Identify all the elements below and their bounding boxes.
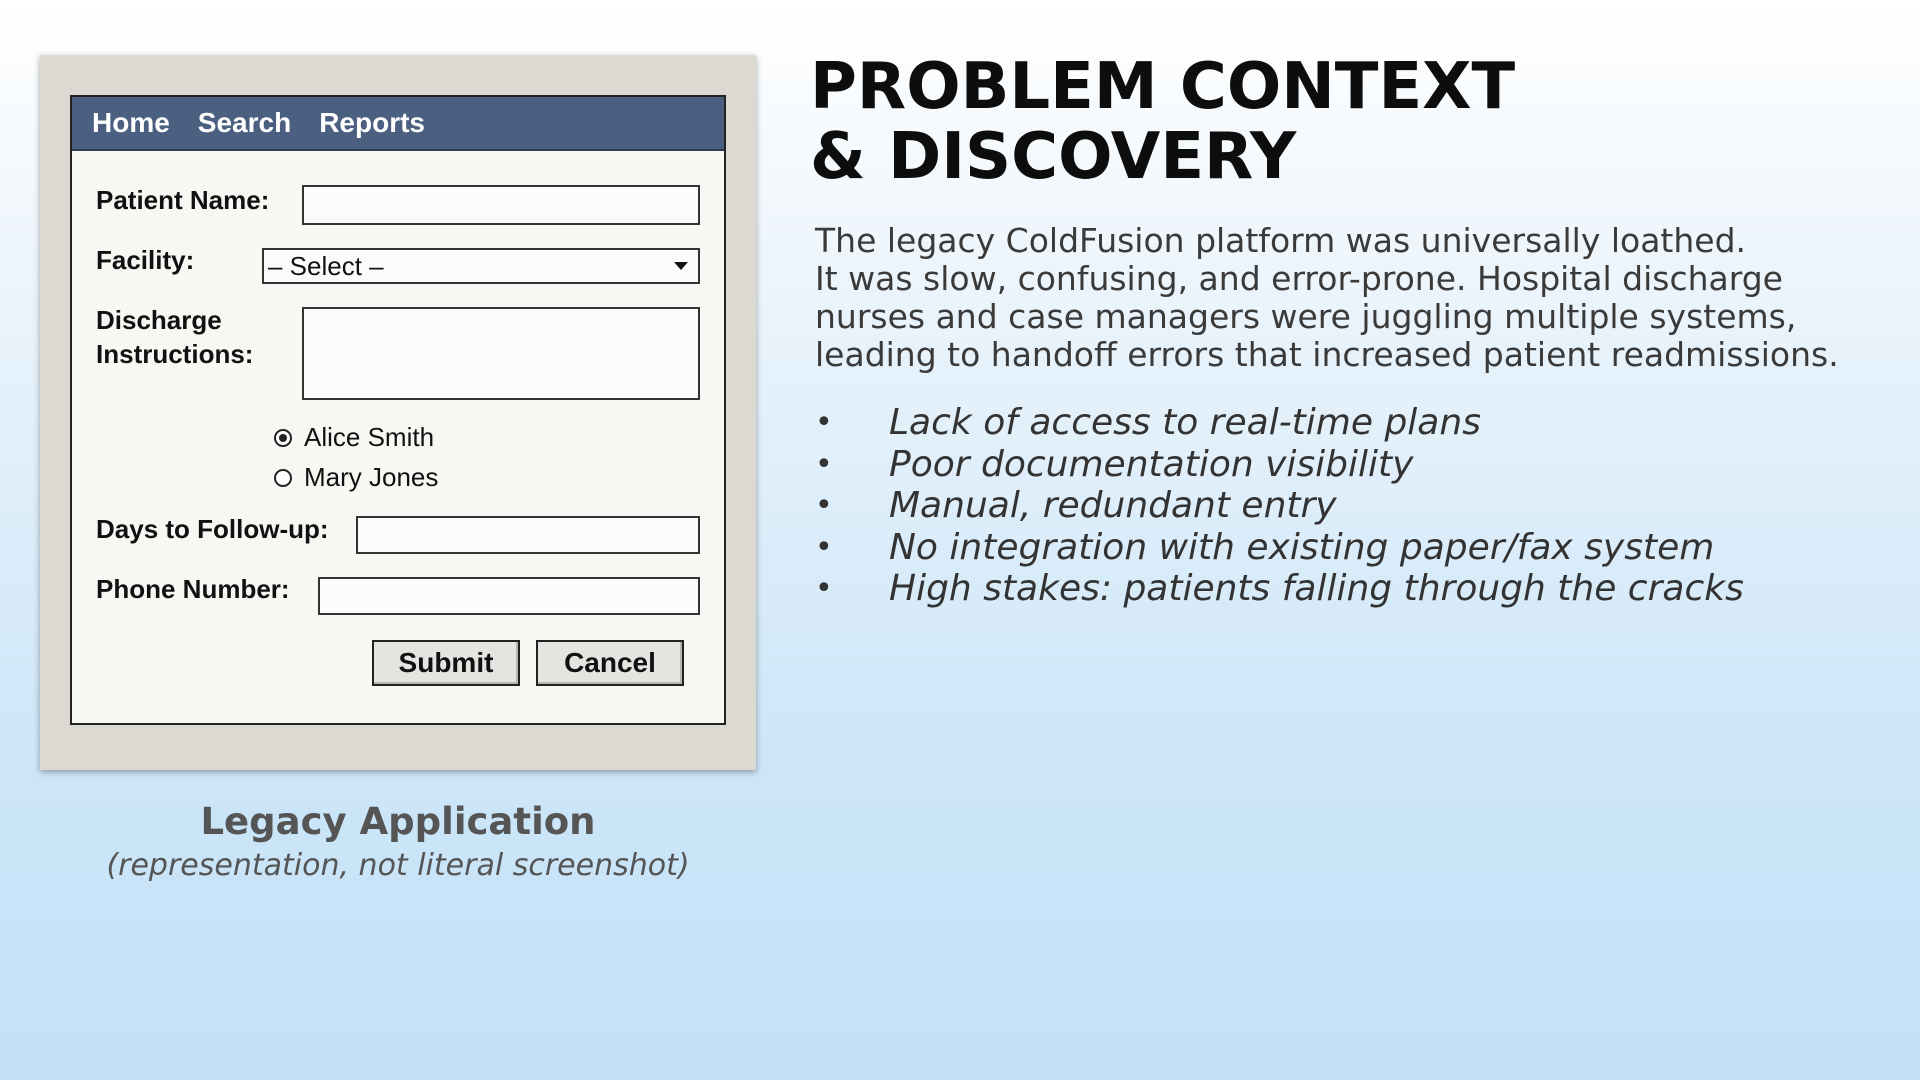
bullet-item	[815, 444, 1905, 486]
discharge-label-line2: Instructions:	[96, 339, 254, 369]
bullet-text: High stakes: patients falling through the cracks	[889, 568, 1744, 609]
intro-line: leading to handoff errors that increased patient readmissions.	[815, 335, 1839, 374]
radio-selected-icon	[274, 429, 292, 447]
mock-caption-subtitle: (representation, not literal screenshot)	[106, 848, 690, 883]
legacy-app-mock	[40, 55, 756, 770]
slide-title-line2: & DISCOVERY	[810, 120, 1297, 194]
facility-selected-value: – Select –	[268, 251, 384, 281]
phone-number-input[interactable]	[318, 577, 700, 615]
bullet-dot-icon: •	[815, 405, 833, 440]
legacy-app-window	[70, 95, 726, 725]
bullet-item	[815, 527, 1905, 569]
bullet-text: Lack of access to real-time plans	[889, 402, 1481, 443]
nav-reports[interactable]: Reports	[319, 107, 425, 138]
bullet-item	[815, 485, 1905, 527]
cancel-button[interactable]: Cancel	[536, 640, 684, 686]
bullet-dot-icon: •	[815, 488, 833, 523]
mock-caption-title: Legacy Application	[200, 800, 596, 843]
radio-option-mary[interactable]	[274, 462, 438, 493]
radio-label-alice: Alice Smith	[304, 422, 435, 452]
days-follow-up-input[interactable]	[356, 516, 700, 554]
bullet-item	[815, 402, 1905, 444]
bullet-text: Poor documentation visibility	[889, 443, 1414, 485]
slide-title-line1: PROBLEM CONTEXT	[810, 50, 1516, 124]
chevron-down-icon	[674, 262, 688, 270]
intro-line: nurses and case managers were juggling multiple systems,	[815, 297, 1797, 336]
nav-search[interactable]: Search	[197, 107, 292, 138]
bullet-dot-icon: •	[815, 529, 833, 565]
patient-name-input[interactable]	[302, 185, 700, 225]
problem-bullet-list	[815, 402, 1905, 610]
legacy-nav-bar	[72, 97, 724, 151]
slide-title	[810, 52, 1890, 192]
radio-unselected-icon	[274, 469, 292, 487]
bullet-text: Manual, redundant entry	[889, 485, 1337, 526]
facility-select[interactable]	[262, 248, 700, 284]
radio-label-mary: Mary Jones	[304, 462, 439, 492]
bullet-dot-icon: •	[815, 571, 833, 606]
facility-label: Facility:	[96, 245, 195, 275]
phone-number-label: Phone Number:	[96, 574, 290, 604]
bullet-dot-icon: •	[815, 446, 833, 482]
bullet-text: No integration with existing paper/fax system	[889, 526, 1715, 568]
patient-name-label: Patient Name:	[96, 185, 270, 215]
intro-paragraph	[815, 222, 1905, 374]
discharge-label-line1: Discharge	[96, 305, 222, 335]
radio-option-alice[interactable]	[274, 422, 434, 453]
submit-button[interactable]: Submit	[372, 640, 520, 686]
intro-line: The legacy ColdFusion platform was universally loathed.	[815, 221, 1747, 260]
bullet-item	[815, 568, 1905, 610]
days-follow-up-label: Days to Follow-up:	[96, 514, 329, 544]
discharge-instructions-textarea[interactable]	[302, 307, 700, 400]
nav-home[interactable]: Home	[92, 107, 170, 138]
discharge-instructions-label	[96, 303, 253, 371]
intro-line: It was slow, confusing, and error-prone. Hospital discharge	[815, 259, 1783, 298]
